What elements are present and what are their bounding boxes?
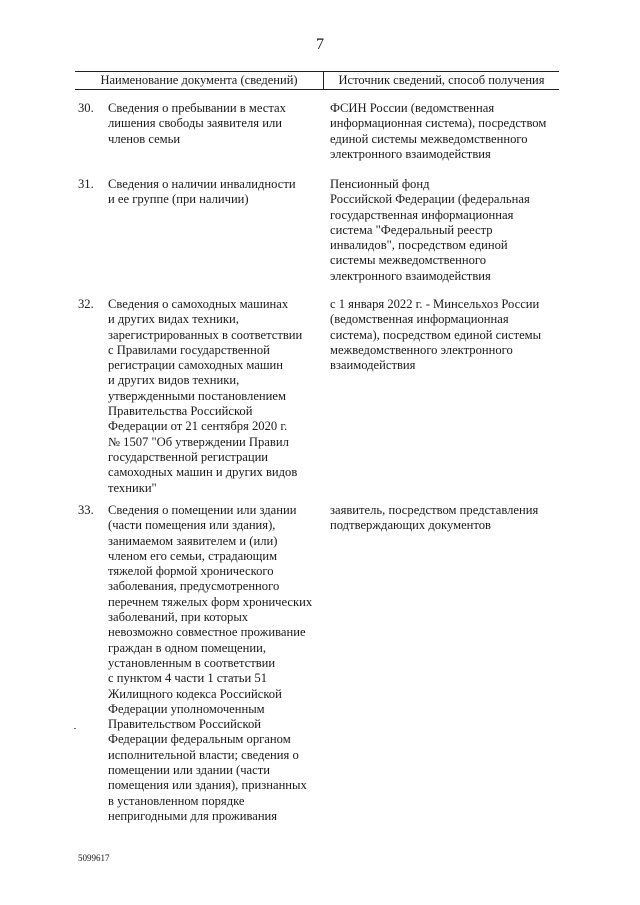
row-number: 33. — [78, 503, 94, 517]
row-document: Сведения о пребывании в местах лишения свободы заявителя или членов семьи — [108, 101, 286, 146]
row-document: Сведения о наличии инвалидности и ее группе (при наличии) — [108, 177, 296, 207]
row-source: заявитель, посредством представления подтверждающих документов — [330, 503, 539, 533]
row-source: ФСИН России (ведомственная информационная система), посредством единой системы межведомственного электронного взаимодействия — [330, 101, 547, 161]
row-source: с 1 января 2022 г. - Минсельхоз России (ведомственная информационная система), посредством единой системы межведомственного электронного взаимодействия — [330, 297, 542, 373]
row-document: Сведения о самоходных машинах и других видах техники, зарегистрированных в соответствии с Правилами государственной регистрации самоходных машин и других видов техники, утвержденными постановлением Правительства Российской Федерации от 21 сентября 2020 г. № 1507 "Об утверждении Правил государственной регистрации самоходных машин и других видов техники" — [108, 297, 303, 495]
column-header-source: Источник сведений, способ получения — [338, 73, 545, 87]
row-number: 30. — [78, 101, 94, 115]
margin-mark — [74, 728, 76, 729]
document-code: 5099617 — [78, 853, 110, 863]
column-header-document-name: Наименование документа (сведений) — [75, 72, 324, 89]
row-document: Сведения о помещении или здании (части помещения или здания), занимаемом заявителем и (или) членом его семьи, страдающим тяжелой формой хронического заболевания, предусмотренного перечнем тяжелых форм хронических заболеваний, при которых невозможно совместное проживание граждан в одном помещении, установленным в соответствии с пунктом 4 части 1 статьи 51 Жилищного кодекса Российской Федерации уполномоченным Правительством Российской Федерации федеральным органом исполнительной власти; сведения о помещении или здании (части помещения или здания), признанных в установленном порядке непригодными для проживания — [108, 503, 313, 823]
table-header — [75, 71, 559, 90]
row-source: Пенсионный фонд Российской Федерации (федеральная государственная информационная система "Федеральный реестр инвалидов", посредством единой системы межведомственного электронного взаимодействия — [330, 177, 530, 283]
page-number: 7 — [316, 36, 324, 53]
row-number: 31. — [78, 177, 94, 191]
row-number: 32. — [78, 297, 94, 311]
